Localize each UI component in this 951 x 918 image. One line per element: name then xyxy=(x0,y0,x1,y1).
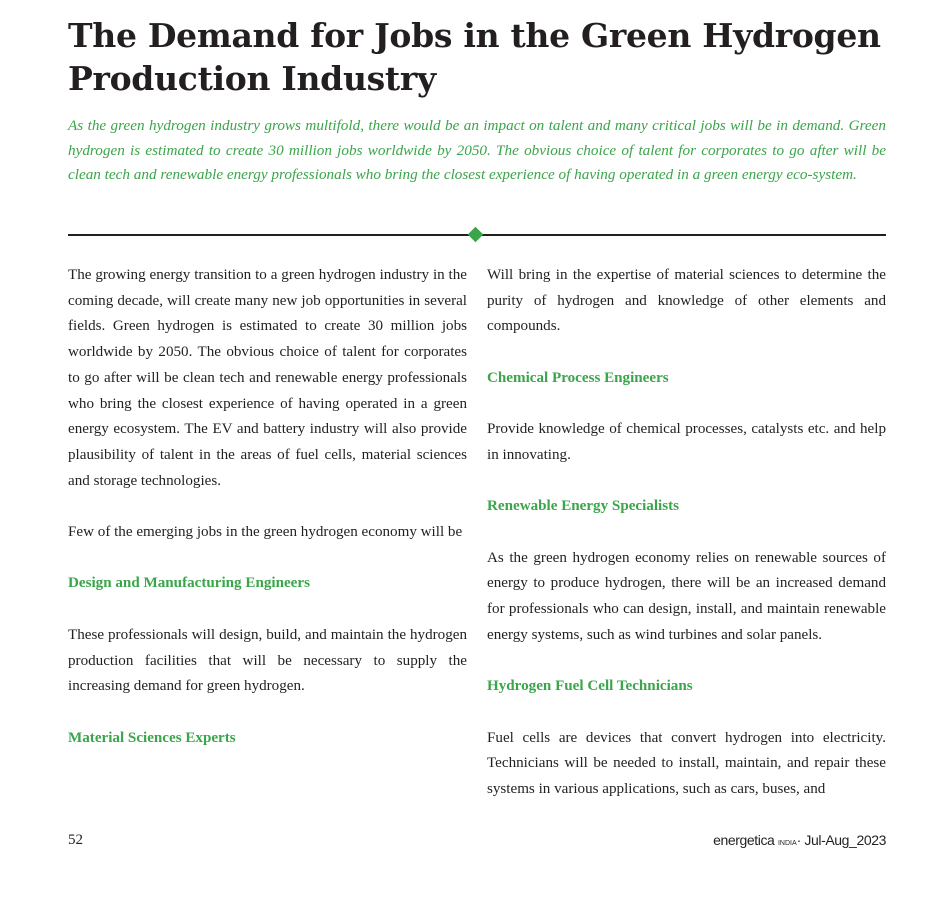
article-lead: As the green hydrogen industry grows multifold, there would be an impact on talent and many critical jobs will be in demand. Green hydrogen is estimated to create 30 million jobs worldwide by 2050. The obvious choice of talent for corporates to go after will be clean tech and renewable energy professionals who bring the closest experience of having operated in a green energy eco-system. xyxy=(68,117,886,183)
magazine-edition: INDIA xyxy=(777,840,797,847)
body-paragraph: Few of the emerging jobs in the green hydrogen economy will be xyxy=(68,524,463,541)
section-heading: Renewable Energy Specialists xyxy=(487,498,680,515)
section-heading: Material Sciences Experts xyxy=(68,729,236,746)
body-paragraph: Will bring in the expertise of material sciences to determine the purity of hydrogen and knowledge of other elements and compounds. xyxy=(487,267,886,335)
section-heading: Design and Manufacturing Engineers xyxy=(68,575,310,592)
body-paragraph: These professionals will design, build, and maintain the hydrogen production facilities that will be necessary to supply the increasing demand for green hydrogen. xyxy=(68,626,467,695)
body-paragraph: Fuel cells are devices that convert hydrogen into electricity. Technicians will be needed to install, maintain, and repair these systems in various applications, such as cars, buses, and xyxy=(487,729,886,797)
body-paragraph: The growing energy transition to a green hydrogen industry in the coming decade, will create many new job opportunities in several fields. Green hydrogen is estimated to create 30 million jobs worldwide by 2050. The obvious choice of talent for corporates to go after will be clean tech and renewable energy professionals who bring the closest experience of having operated in a green energy ecosystem. The EV and battery industry will also provide plausibility of talent in the areas of fuel cells, material sciences and storage technologies. xyxy=(68,267,467,489)
diamond-ornament-icon xyxy=(468,227,484,243)
right-column xyxy=(487,263,886,828)
page-title: The Demand for Jobs in the Green Hydrogen Production Industry xyxy=(68,16,881,98)
magazine-name: energetica xyxy=(713,832,775,848)
section-heading: Chemical Process Engineers xyxy=(487,369,669,386)
section-heading: Hydrogen Fuel Cell Technicians xyxy=(487,678,693,695)
page-number: 52 xyxy=(68,832,83,848)
body-paragraph: Provide knowledge of chemical processes, catalysts etc. and help in innovating. xyxy=(487,421,886,463)
left-column xyxy=(68,263,467,777)
body-paragraph: As the green hydrogen economy relies on renewable sources of energy to produce hydrogen, there will be an increased demand for professionals who can design, install, and maintain renewable energy systems, such as wind turbines and solar panels. xyxy=(487,549,886,643)
magazine-footer: energetica INDIA· Jul-Aug_2023 xyxy=(713,832,886,848)
magazine-issue: Jul-Aug_2023 xyxy=(804,832,886,848)
